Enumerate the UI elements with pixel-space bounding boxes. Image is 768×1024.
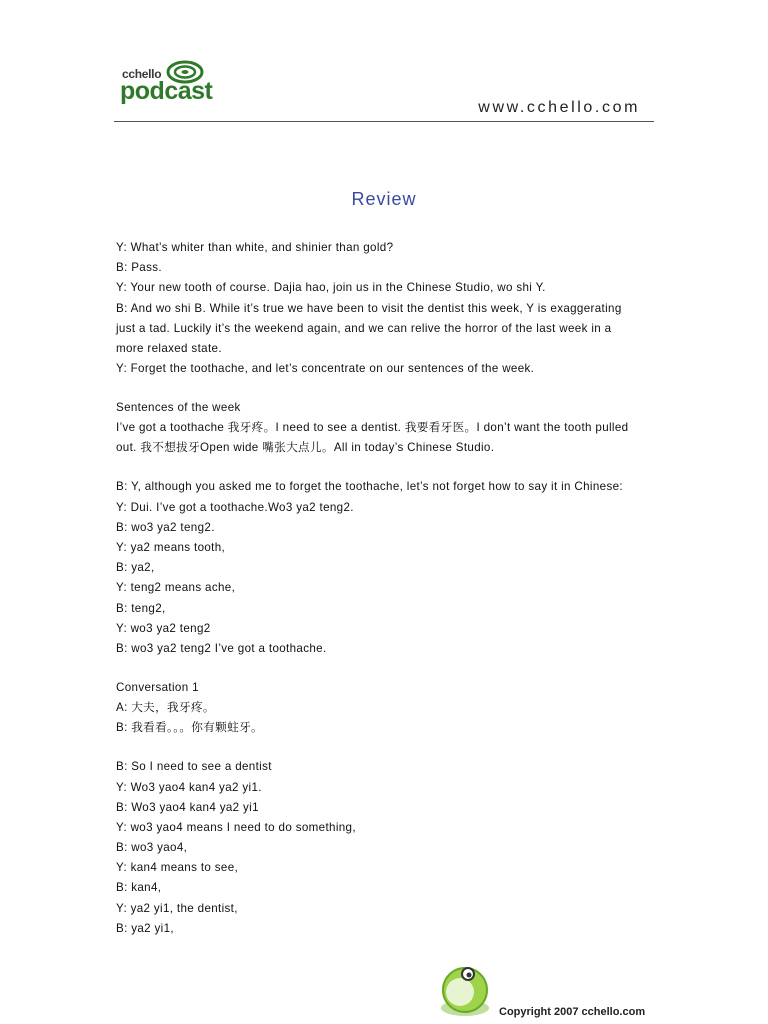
text-line: B: Pass. xyxy=(116,261,162,275)
text-line: I’ve got a toothache 我牙疼。I need to see a dentist. 我要看牙医。I don’t want the tooth pulled xyxy=(116,421,629,435)
text-line: Conversation 1 xyxy=(116,680,199,694)
header-divider xyxy=(114,121,654,122)
text-line: B: And wo shi B. While it’s true we have been to visit the dentist this week, Y is exaggerating xyxy=(116,301,622,315)
text-line: Y: ya2 means tooth, xyxy=(116,541,226,555)
text-line: Y: What’s whiter than white, and shinier than gold? xyxy=(116,241,394,254)
footer-logo-icon xyxy=(436,962,496,1018)
paragraph-gap xyxy=(116,379,656,398)
text-line: B: wo3 ya2 teng2. xyxy=(116,520,215,534)
text-line: B: So I need to see a dentist xyxy=(116,760,272,774)
logo-podcast-text: podcast xyxy=(120,77,213,105)
text-line: Y: wo3 yao4 means I need to do something, xyxy=(116,820,356,834)
text-line: B: kan4, xyxy=(116,881,162,895)
text-line: Y: teng2 means ache, xyxy=(116,581,236,595)
text-line: Y: ya2 yi1, the dentist, xyxy=(116,901,238,915)
text-line: B: Y, although you asked me to forget the toothache, let’s not forget how to say it in Chinese: xyxy=(116,480,623,494)
text-line: B: teng2, xyxy=(116,601,166,615)
text-line: Sentences of the week xyxy=(116,401,241,415)
text-line: Y: Dui. I’ve got a toothache.Wo3 ya2 teng2. xyxy=(116,500,354,514)
text-line: more relaxed state. xyxy=(116,341,222,355)
transcript-body xyxy=(116,238,656,939)
text-line: B: ya2 yi1, xyxy=(116,921,174,935)
text-line: out. 我不想拔牙Open wide 嘴张大点儿。All in today’s Chinese Studio. xyxy=(116,441,495,455)
page-title: Review xyxy=(351,189,417,209)
text-line: B: wo3 yao4, xyxy=(116,841,188,855)
text-line: B: Wo3 yao4 kan4 ya2 yi1 xyxy=(116,800,259,814)
copyright-text: Copyright 2007 cchello.com xyxy=(499,1006,646,1018)
text-line: Y: Your new tooth of course. Dajia hao, join us in the Chinese Studio, wo shi Y. xyxy=(116,281,546,295)
site-url: www.cchello.com xyxy=(478,99,640,116)
text-line: Y: Wo3 yao4 kan4 ya2 yi1. xyxy=(116,780,262,794)
text-line: just a tad. Luckily it’s the weekend again, and we can relive the horror of the last week in a xyxy=(116,321,612,335)
text-line: B: wo3 ya2 teng2 I’ve got a toothache. xyxy=(116,641,327,655)
text-line: Y: wo3 ya2 teng2 xyxy=(116,621,211,635)
text-line: Y: Forget the toothache, and let’s concentrate on our sentences of the week. xyxy=(116,362,535,376)
podcast-logo xyxy=(120,60,230,110)
paragraph-gap xyxy=(116,659,656,678)
text-line: B: 我看看。。。你有颗蛀牙。 xyxy=(116,721,263,735)
paragraph-gap xyxy=(116,739,656,758)
logo-cchello-text: cchello xyxy=(122,67,162,81)
paragraph-gap xyxy=(116,459,656,478)
text-line: A: 大夫，我牙疼。 xyxy=(116,701,215,715)
text-line: B: ya2, xyxy=(116,561,155,575)
text-line: Y: kan4 means to see, xyxy=(116,861,239,875)
